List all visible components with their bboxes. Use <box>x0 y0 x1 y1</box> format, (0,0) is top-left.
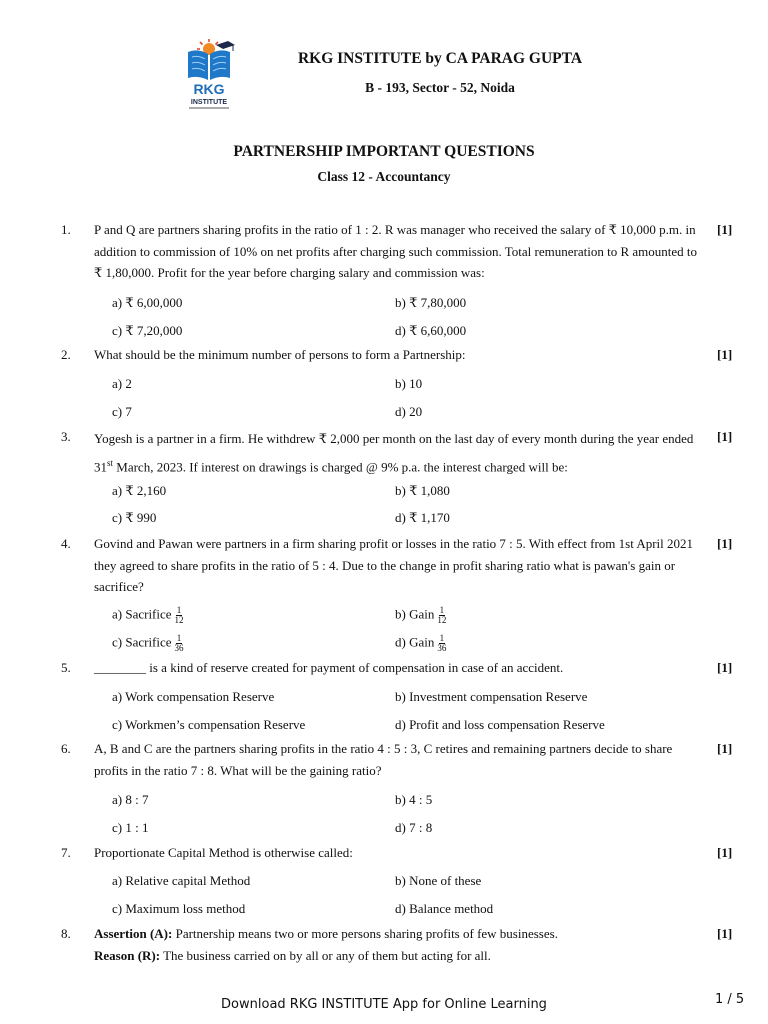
option-d: d) 7 : 8 <box>395 820 433 835</box>
option-c: c) ₹ 7,20,000 <box>112 323 183 338</box>
svg-text:RKG: RKG <box>193 81 225 97</box>
institute-logo <box>183 38 235 110</box>
question-text: What should be the minimum number of persons to form a Partnership: <box>94 347 466 362</box>
institute-name: RKG INSTITUTE by CA PARAG GUPTA <box>297 50 583 67</box>
option-d: d) ₹ 1,170 <box>395 510 450 525</box>
question-text: P and Q are partners sharing profits in the ratio of 1 : 2. R was manager who received the salary of ₹ 10,000 p.m. in addition to commission of 10% on net profits after charging such commission. Total remuneration to R amounted to ₹ 1,80,000. Profit for the year before charging salary and commission was: <box>94 222 698 280</box>
question-number: 7. <box>61 845 71 860</box>
option-d: d) 20 <box>395 404 423 419</box>
fraction: $\frac{1}{12}$ <box>174 605 184 625</box>
document-title: PARTNERSHIP IMPORTANT QUESTIONS <box>233 143 535 160</box>
graduation-cap-icon <box>216 41 235 51</box>
option-c: c) Workmen’s compensation Reserve <box>112 717 306 732</box>
page-number: 1 / 5 <box>715 992 745 1007</box>
question-number: 4. <box>61 536 71 551</box>
question-marks: [1] <box>717 660 733 675</box>
question-text: A, B and C are the partners sharing profits in the ratio 4 : 5 : 3, C retires and remaining partners decide to share profits in the ratio 7 : 8. What will be the gaining ratio? <box>94 741 673 778</box>
page-header <box>0 0 768 130</box>
question-text: Yogesh is a partner in a firm. He withdrew ₹ 2,000 per month on the last day of every month during the year ended 31st March, 2023. If interest on drawings is charged @ 9% p.a. the interest charged will be: <box>94 431 694 475</box>
question-marks: [1] <box>717 347 733 362</box>
option-c: c) Sacrifice $\frac{1}{36}$ <box>112 633 184 653</box>
option-b: b) Gain $\frac{1}{12}$ <box>395 605 447 625</box>
question-marks: [1] <box>717 741 733 756</box>
svg-text:INSTITUTE: INSTITUTE <box>190 99 228 106</box>
option-c: c) ₹ 990 <box>112 510 157 525</box>
option-c: c) 7 <box>112 404 132 419</box>
question-number: 6. <box>61 741 71 756</box>
question-number: 2. <box>61 347 71 362</box>
reason: Reason (R): The business carried on by all or any of them but acting for all. <box>94 947 491 963</box>
option-a: a) ₹ 2,160 <box>112 483 167 498</box>
option-b: b) 10 <box>395 376 423 391</box>
question-marks: [1] <box>717 222 733 237</box>
option-a: a) Work compensation Reserve <box>112 689 275 704</box>
option-a: a) 8 : 7 <box>112 792 149 807</box>
option-b: b) 4 : 5 <box>395 792 433 807</box>
question-number: 5. <box>61 660 71 675</box>
option-a: a) 2 <box>112 376 132 391</box>
institute-address: B - 193, Sector - 52, Noida <box>365 80 515 95</box>
footer-text: Download RKG INSTITUTE App for Online Learning <box>221 997 547 1012</box>
fraction: $\frac{1}{36}$ <box>174 633 184 653</box>
question-number: 1. <box>61 222 71 237</box>
option-d: d) Balance method <box>395 901 494 916</box>
option-d: d) Profit and loss compensation Reserve <box>395 717 605 732</box>
option-b: b) ₹ 7,80,000 <box>395 295 467 310</box>
option-c: c) Maximum loss method <box>112 901 246 916</box>
question-number: 3. <box>61 429 71 444</box>
question-text: Govind and Pawan were partners in a firm sharing profit or losses in the ratio 7 : 5. With effect from 1st April 2021 they agreed to share profits in the ratio of 5 : 4. Due to the change in profit sharing ratio what is pawan's gain or sacrifice? <box>94 536 694 594</box>
question-number: 8. <box>61 926 71 941</box>
option-a: a) Sacrifice $\frac{1}{12}$ <box>112 605 184 625</box>
question-marks: [1] <box>717 429 733 444</box>
option-a: a) ₹ 6,00,000 <box>112 295 183 310</box>
option-b: b) Investment compensation Reserve <box>395 689 588 704</box>
assertion: Assertion (A): Partnership means two or more persons sharing profits of few businesses. <box>94 926 558 941</box>
document-subtitle: Class 12 - Accountancy <box>317 169 451 184</box>
question-text: ________ is a kind of reserve created for payment of compensation in case of an accident. <box>94 660 564 675</box>
fraction: $\frac{1}{12}$ <box>437 605 447 625</box>
question-text: Proportionate Capital Method is otherwise called: <box>94 845 353 860</box>
option-b: b) None of these <box>395 873 482 888</box>
question-text <box>94 923 706 966</box>
option-d: d) Gain $\frac{1}{36}$ <box>395 633 447 653</box>
option-d: d) ₹ 6,60,000 <box>395 323 467 338</box>
option-c: c) 1 : 1 <box>112 820 149 835</box>
question-marks: [1] <box>717 845 733 860</box>
option-a: a) Relative capital Method <box>112 873 251 888</box>
option-b: b) ₹ 1,080 <box>395 483 450 498</box>
question-marks: [1] <box>717 536 733 551</box>
fraction: $\frac{1}{36}$ <box>437 633 447 653</box>
question-marks: [1] <box>717 926 733 941</box>
